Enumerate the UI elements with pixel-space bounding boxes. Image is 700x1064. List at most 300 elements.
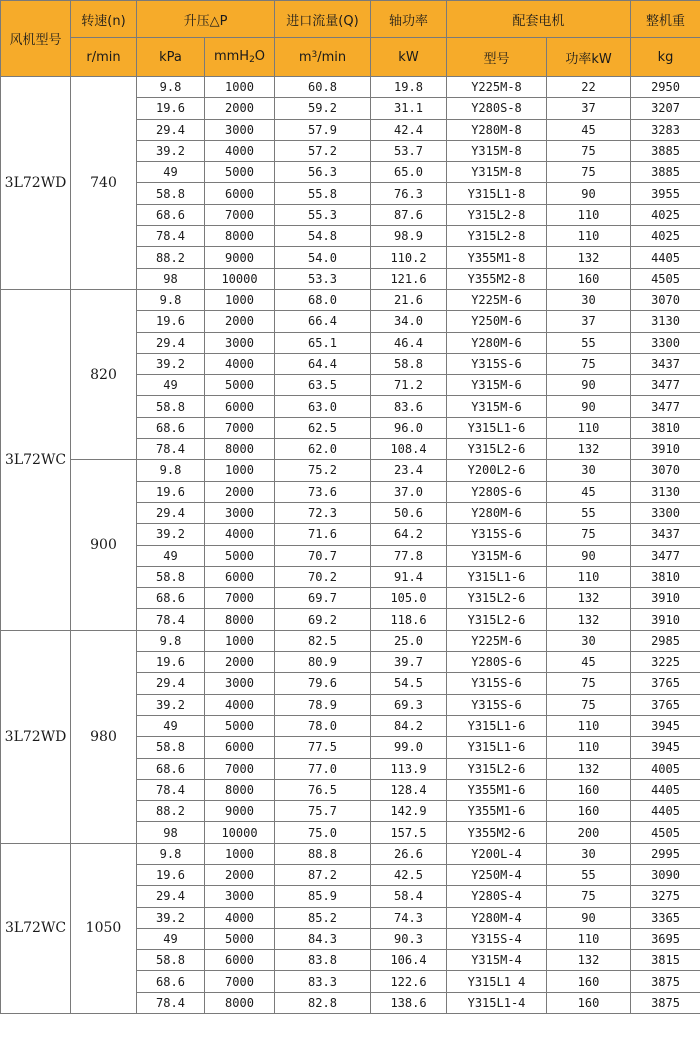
weight-cell: 3695 <box>631 928 700 949</box>
flow-cell: 69.2 <box>275 609 371 630</box>
kpa-cell: 49 <box>137 928 205 949</box>
weight-cell: 2995 <box>631 843 700 864</box>
motor-model-cell: Y315S-6 <box>447 673 547 694</box>
weight-cell: 3300 <box>631 332 700 353</box>
shaft-power-cell: 106.4 <box>371 950 447 971</box>
flow-cell: 88.8 <box>275 843 371 864</box>
shaft-power-cell: 113.9 <box>371 758 447 779</box>
flow-cell: 73.6 <box>275 481 371 502</box>
flow-cell: 85.2 <box>275 907 371 928</box>
flow-cell: 70.7 <box>275 545 371 566</box>
flow-cell: 79.6 <box>275 673 371 694</box>
flow-cell: 62.0 <box>275 439 371 460</box>
motor-model-cell: Y250M-6 <box>447 311 547 332</box>
motor-model-cell: Y315L1-6 <box>447 417 547 438</box>
shaft-power-cell: 96.0 <box>371 417 447 438</box>
kpa-cell: 29.4 <box>137 119 205 140</box>
weight-cell: 4505 <box>631 822 700 843</box>
motor-model-cell: Y200L-4 <box>447 843 547 864</box>
kpa-cell: 9.8 <box>137 77 205 98</box>
header-pressure: 升压△P <box>137 1 275 38</box>
motor-power-cell: 110 <box>547 566 631 587</box>
shaft-power-cell: 105.0 <box>371 588 447 609</box>
weight-cell: 3885 <box>631 140 700 161</box>
flow-cell: 53.3 <box>275 268 371 289</box>
weight-cell: 3283 <box>631 119 700 140</box>
weight-cell: 3810 <box>631 417 700 438</box>
shaft-power-cell: 58.8 <box>371 353 447 374</box>
flow-cell: 62.5 <box>275 417 371 438</box>
motor-power-cell: 110 <box>547 715 631 736</box>
model-cell: 3L72WD <box>1 630 71 843</box>
motor-power-cell: 45 <box>547 652 631 673</box>
kpa-cell: 9.8 <box>137 289 205 310</box>
motor-power-cell: 160 <box>547 268 631 289</box>
motor-model-cell: Y280S-8 <box>447 98 547 119</box>
kpa-cell: 19.6 <box>137 311 205 332</box>
motor-model-cell: Y200L2-6 <box>447 460 547 481</box>
shaft-power-cell: 118.6 <box>371 609 447 630</box>
motor-power-cell: 110 <box>547 928 631 949</box>
motor-power-cell: 30 <box>547 289 631 310</box>
mmh2o-cell: 3000 <box>205 119 275 140</box>
flow-cell: 82.5 <box>275 630 371 651</box>
motor-power-cell: 45 <box>547 481 631 502</box>
flow-cell: 56.3 <box>275 162 371 183</box>
shaft-power-cell: 108.4 <box>371 439 447 460</box>
shaft-power-cell: 84.2 <box>371 715 447 736</box>
shaft-power-cell: 87.6 <box>371 204 447 225</box>
flow-cell: 70.2 <box>275 566 371 587</box>
weight-cell: 3070 <box>631 289 700 310</box>
motor-power-cell: 160 <box>547 779 631 800</box>
flow-cell: 54.0 <box>275 247 371 268</box>
flow-cell: 75.0 <box>275 822 371 843</box>
motor-power-cell: 30 <box>547 630 631 651</box>
mmh2o-cell: 1000 <box>205 630 275 651</box>
motor-model-cell: Y250M-4 <box>447 864 547 885</box>
shaft-power-cell: 98.9 <box>371 226 447 247</box>
flow-cell: 54.8 <box>275 226 371 247</box>
kpa-cell: 29.4 <box>137 502 205 523</box>
shaft-power-cell: 142.9 <box>371 801 447 822</box>
shaft-power-cell: 58.4 <box>371 886 447 907</box>
weight-cell: 3437 <box>631 524 700 545</box>
kpa-cell: 58.8 <box>137 950 205 971</box>
flow-cell: 60.8 <box>275 77 371 98</box>
shaft-power-cell: 42.5 <box>371 864 447 885</box>
motor-model-cell: Y315L2-6 <box>447 758 547 779</box>
motor-power-cell: 55 <box>547 332 631 353</box>
header-motor-model: 型号 <box>447 38 547 77</box>
weight-cell: 3810 <box>631 566 700 587</box>
mmh2o-cell: 7000 <box>205 204 275 225</box>
weight-cell: 4405 <box>631 247 700 268</box>
kpa-cell: 68.6 <box>137 204 205 225</box>
motor-power-cell: 75 <box>547 353 631 374</box>
mmh2o-cell: 4000 <box>205 694 275 715</box>
unit-kpa: kPa <box>137 38 205 77</box>
flow-cell: 80.9 <box>275 652 371 673</box>
mmh2o-cell: 2000 <box>205 98 275 119</box>
flow-cell: 57.9 <box>275 119 371 140</box>
flow-cell: 82.8 <box>275 992 371 1013</box>
motor-power-cell: 160 <box>547 801 631 822</box>
kpa-cell: 58.8 <box>137 396 205 417</box>
kpa-cell: 68.6 <box>137 417 205 438</box>
kpa-cell: 58.8 <box>137 737 205 758</box>
kpa-cell: 78.4 <box>137 439 205 460</box>
motor-model-cell: Y315L2-8 <box>447 204 547 225</box>
header-shaft-power: 轴功率 <box>371 1 447 38</box>
kpa-cell: 39.2 <box>137 524 205 545</box>
mmh2o-cell: 3000 <box>205 886 275 907</box>
kpa-cell: 29.4 <box>137 886 205 907</box>
shaft-power-cell: 76.3 <box>371 183 447 204</box>
kpa-cell: 78.4 <box>137 779 205 800</box>
mmh2o-cell: 6000 <box>205 183 275 204</box>
unit-speed: r/min <box>71 38 137 77</box>
shaft-power-cell: 21.6 <box>371 289 447 310</box>
motor-model-cell: Y355M1-8 <box>447 247 547 268</box>
weight-cell: 3885 <box>631 162 700 183</box>
shaft-power-cell: 50.6 <box>371 502 447 523</box>
shaft-power-cell: 25.0 <box>371 630 447 651</box>
weight-cell: 3365 <box>631 907 700 928</box>
weight-cell: 3437 <box>631 353 700 374</box>
mmh2o-cell: 5000 <box>205 715 275 736</box>
mmh2o-cell: 9000 <box>205 247 275 268</box>
header-motor-power: 功率kW <box>547 38 631 77</box>
motor-model-cell: Y315L2-6 <box>447 439 547 460</box>
flow-cell: 71.6 <box>275 524 371 545</box>
header-flow: 进口流量(Q) <box>275 1 371 38</box>
motor-power-cell: 75 <box>547 886 631 907</box>
shaft-power-cell: 64.2 <box>371 524 447 545</box>
weight-cell: 3477 <box>631 545 700 566</box>
motor-model-cell: Y315M-4 <box>447 950 547 971</box>
motor-power-cell: 132 <box>547 758 631 779</box>
motor-power-cell: 132 <box>547 439 631 460</box>
motor-power-cell: 75 <box>547 162 631 183</box>
table-row <box>1 289 700 310</box>
kpa-cell: 78.4 <box>137 609 205 630</box>
kpa-cell: 49 <box>137 545 205 566</box>
mmh2o-cell: 4000 <box>205 907 275 928</box>
flow-cell: 75.2 <box>275 460 371 481</box>
kpa-cell: 78.4 <box>137 992 205 1013</box>
weight-cell: 3765 <box>631 694 700 715</box>
mmh2o-cell: 3000 <box>205 332 275 353</box>
motor-model-cell: Y315M-8 <box>447 140 547 161</box>
shaft-power-cell: 71.2 <box>371 375 447 396</box>
flow-cell: 57.2 <box>275 140 371 161</box>
mmh2o-cell: 7000 <box>205 588 275 609</box>
flow-cell: 78.9 <box>275 694 371 715</box>
flow-cell: 72.3 <box>275 502 371 523</box>
motor-power-cell: 110 <box>547 417 631 438</box>
flow-cell: 77.0 <box>275 758 371 779</box>
kpa-cell: 39.2 <box>137 140 205 161</box>
kpa-cell: 58.8 <box>137 566 205 587</box>
shaft-power-cell: 37.0 <box>371 481 447 502</box>
weight-cell: 4405 <box>631 801 700 822</box>
shaft-power-cell: 110.2 <box>371 247 447 268</box>
weight-cell: 4025 <box>631 226 700 247</box>
shaft-power-cell: 77.8 <box>371 545 447 566</box>
shaft-power-cell: 121.6 <box>371 268 447 289</box>
kpa-cell: 88.2 <box>137 247 205 268</box>
kpa-cell: 9.8 <box>137 843 205 864</box>
motor-model-cell: Y225M-6 <box>447 630 547 651</box>
motor-model-cell: Y315L2-8 <box>447 226 547 247</box>
motor-model-cell: Y280S-4 <box>447 886 547 907</box>
header-motor: 配套电机 <box>447 1 631 38</box>
weight-cell: 3207 <box>631 98 700 119</box>
motor-power-cell: 132 <box>547 247 631 268</box>
shaft-power-cell: 138.6 <box>371 992 447 1013</box>
flow-cell: 75.7 <box>275 801 371 822</box>
table-row <box>1 460 700 481</box>
flow-cell: 76.5 <box>275 779 371 800</box>
mmh2o-cell: 1000 <box>205 460 275 481</box>
mmh2o-cell: 1000 <box>205 289 275 310</box>
weight-cell: 3910 <box>631 439 700 460</box>
shaft-power-cell: 65.0 <box>371 162 447 183</box>
kpa-cell: 39.2 <box>137 694 205 715</box>
weight-cell: 3070 <box>631 460 700 481</box>
motor-power-cell: 160 <box>547 971 631 992</box>
kpa-cell: 9.8 <box>137 460 205 481</box>
model-cell: 3L72WC <box>1 289 71 630</box>
mmh2o-cell: 8000 <box>205 439 275 460</box>
motor-power-cell: 75 <box>547 694 631 715</box>
mmh2o-cell: 5000 <box>205 545 275 566</box>
kpa-cell: 39.2 <box>137 907 205 928</box>
weight-cell: 4505 <box>631 268 700 289</box>
weight-cell: 4405 <box>631 779 700 800</box>
motor-power-cell: 30 <box>547 843 631 864</box>
motor-model-cell: Y315L2-6 <box>447 609 547 630</box>
shaft-power-cell: 31.1 <box>371 98 447 119</box>
motor-model-cell: Y280M-4 <box>447 907 547 928</box>
weight-cell: 4005 <box>631 758 700 779</box>
motor-power-cell: 110 <box>547 737 631 758</box>
mmh2o-cell: 6000 <box>205 737 275 758</box>
weight-cell: 3945 <box>631 737 700 758</box>
kpa-cell: 19.6 <box>137 481 205 502</box>
table-row <box>1 843 700 864</box>
motor-model-cell: Y355M1-6 <box>447 801 547 822</box>
mmh2o-cell: 7000 <box>205 971 275 992</box>
kpa-cell: 49 <box>137 162 205 183</box>
motor-model-cell: Y315S-6 <box>447 694 547 715</box>
kpa-cell: 9.8 <box>137 630 205 651</box>
table-row <box>1 630 700 651</box>
weight-cell: 3910 <box>631 609 700 630</box>
kpa-cell: 98 <box>137 268 205 289</box>
speed-cell: 980 <box>71 630 137 843</box>
motor-power-cell: 132 <box>547 950 631 971</box>
motor-power-cell: 90 <box>547 183 631 204</box>
motor-power-cell: 90 <box>547 907 631 928</box>
motor-model-cell: Y315M-6 <box>447 545 547 566</box>
mmh2o-cell: 5000 <box>205 928 275 949</box>
weight-cell: 3477 <box>631 396 700 417</box>
motor-model-cell: Y355M2-6 <box>447 822 547 843</box>
motor-model-cell: Y355M1-6 <box>447 779 547 800</box>
weight-cell: 3300 <box>631 502 700 523</box>
flow-cell: 63.0 <box>275 396 371 417</box>
table-body <box>1 77 700 1014</box>
motor-model-cell: Y315M-6 <box>447 375 547 396</box>
mmh2o-cell: 1000 <box>205 843 275 864</box>
motor-power-cell: 90 <box>547 545 631 566</box>
weight-cell: 3875 <box>631 992 700 1013</box>
motor-model-cell: Y280S-6 <box>447 652 547 673</box>
motor-power-cell: 75 <box>547 673 631 694</box>
motor-power-cell: 55 <box>547 502 631 523</box>
kpa-cell: 39.2 <box>137 353 205 374</box>
flow-cell: 85.9 <box>275 886 371 907</box>
kpa-cell: 68.6 <box>137 588 205 609</box>
mmh2o-cell: 7000 <box>205 758 275 779</box>
flow-cell: 65.1 <box>275 332 371 353</box>
shaft-power-cell: 19.8 <box>371 77 447 98</box>
shaft-power-cell: 46.4 <box>371 332 447 353</box>
mmh2o-cell: 10000 <box>205 822 275 843</box>
shaft-power-cell: 99.0 <box>371 737 447 758</box>
mmh2o-cell: 4000 <box>205 524 275 545</box>
unit-weight: kg <box>631 38 700 77</box>
weight-cell: 3130 <box>631 481 700 502</box>
shaft-power-cell: 91.4 <box>371 566 447 587</box>
flow-cell: 55.8 <box>275 183 371 204</box>
table-header <box>1 1 700 77</box>
flow-cell: 59.2 <box>275 98 371 119</box>
shaft-power-cell: 128.4 <box>371 779 447 800</box>
flow-cell: 66.4 <box>275 311 371 332</box>
mmh2o-cell: 2000 <box>205 864 275 885</box>
weight-cell: 2950 <box>631 77 700 98</box>
unit-flow: $m^3/\min$ <box>275 38 371 77</box>
weight-cell: 3910 <box>631 588 700 609</box>
kpa-cell: 68.6 <box>137 971 205 992</box>
motor-power-cell: 75 <box>547 140 631 161</box>
weight-cell: 3090 <box>631 864 700 885</box>
mmh2o-cell: 5000 <box>205 162 275 183</box>
mmh2o-cell: 8000 <box>205 226 275 247</box>
shaft-power-cell: 53.7 <box>371 140 447 161</box>
kpa-cell: 19.6 <box>137 98 205 119</box>
mmh2o-cell: 6000 <box>205 950 275 971</box>
shaft-power-cell: 157.5 <box>371 822 447 843</box>
motor-model-cell: Y355M2-8 <box>447 268 547 289</box>
shaft-power-cell: 90.3 <box>371 928 447 949</box>
motor-model-cell: Y315L1-6 <box>447 737 547 758</box>
speed-cell: 820 <box>71 289 137 459</box>
shaft-power-cell: 23.4 <box>371 460 447 481</box>
flow-cell: 63.5 <box>275 375 371 396</box>
shaft-power-cell: 42.4 <box>371 119 447 140</box>
motor-power-cell: 75 <box>547 524 631 545</box>
motor-model-cell: Y280M-6 <box>447 332 547 353</box>
motor-power-cell: 110 <box>547 204 631 225</box>
mmh2o-cell: 2000 <box>205 652 275 673</box>
shaft-power-cell: 39.7 <box>371 652 447 673</box>
kpa-cell: 19.6 <box>137 864 205 885</box>
kpa-cell: 88.2 <box>137 801 205 822</box>
mmh2o-cell: 1000 <box>205 77 275 98</box>
speed-cell: 1050 <box>71 843 137 1013</box>
motor-power-cell: 132 <box>547 588 631 609</box>
motor-power-cell: 37 <box>547 98 631 119</box>
mmh2o-cell: 10000 <box>205 268 275 289</box>
flow-cell: 87.2 <box>275 864 371 885</box>
table-row <box>1 77 700 98</box>
mmh2o-cell: 8000 <box>205 609 275 630</box>
motor-power-cell: 37 <box>547 311 631 332</box>
mmh2o-cell: 2000 <box>205 481 275 502</box>
weight-cell: 3945 <box>631 715 700 736</box>
weight-cell: 3815 <box>631 950 700 971</box>
mmh2o-cell: 8000 <box>205 992 275 1013</box>
flow-cell: 77.5 <box>275 737 371 758</box>
motor-model-cell: Y280S-6 <box>447 481 547 502</box>
shaft-power-cell: 34.0 <box>371 311 447 332</box>
flow-cell: 69.7 <box>275 588 371 609</box>
motor-model-cell: Y315L1-8 <box>447 183 547 204</box>
flow-cell: 84.3 <box>275 928 371 949</box>
weight-cell: 3875 <box>631 971 700 992</box>
unit-mmh2o: mmH$_2$O <box>205 38 275 77</box>
motor-model-cell: Y315S-4 <box>447 928 547 949</box>
weight-cell: 2985 <box>631 630 700 651</box>
kpa-cell: 78.4 <box>137 226 205 247</box>
kpa-cell: 29.4 <box>137 332 205 353</box>
motor-power-cell: 160 <box>547 992 631 1013</box>
kpa-cell: 19.6 <box>137 652 205 673</box>
model-cell: 3L72WC <box>1 843 71 1013</box>
mmh2o-cell: 6000 <box>205 566 275 587</box>
flow-cell: 78.0 <box>275 715 371 736</box>
motor-model-cell: Y315S-6 <box>447 524 547 545</box>
kpa-cell: 49 <box>137 715 205 736</box>
weight-cell: 3130 <box>631 311 700 332</box>
weight-cell: 3477 <box>631 375 700 396</box>
motor-power-cell: 45 <box>547 119 631 140</box>
mmh2o-cell: 9000 <box>205 801 275 822</box>
flow-cell: 55.3 <box>275 204 371 225</box>
motor-power-cell: 22 <box>547 77 631 98</box>
motor-power-cell: 30 <box>547 460 631 481</box>
motor-model-cell: Y315L1-6 <box>447 566 547 587</box>
mmh2o-cell: 8000 <box>205 779 275 800</box>
shaft-power-cell: 122.6 <box>371 971 447 992</box>
mmh2o-cell: 3000 <box>205 673 275 694</box>
motor-model-cell: Y315M-8 <box>447 162 547 183</box>
shaft-power-cell: 26.6 <box>371 843 447 864</box>
motor-power-cell: 90 <box>547 375 631 396</box>
kpa-cell: 58.8 <box>137 183 205 204</box>
kpa-cell: 98 <box>137 822 205 843</box>
weight-cell: 3955 <box>631 183 700 204</box>
kpa-cell: 68.6 <box>137 758 205 779</box>
speed-cell: 900 <box>71 460 137 630</box>
flow-cell: 83.3 <box>275 971 371 992</box>
mmh2o-cell: 4000 <box>205 140 275 161</box>
motor-model-cell: Y280M-6 <box>447 502 547 523</box>
